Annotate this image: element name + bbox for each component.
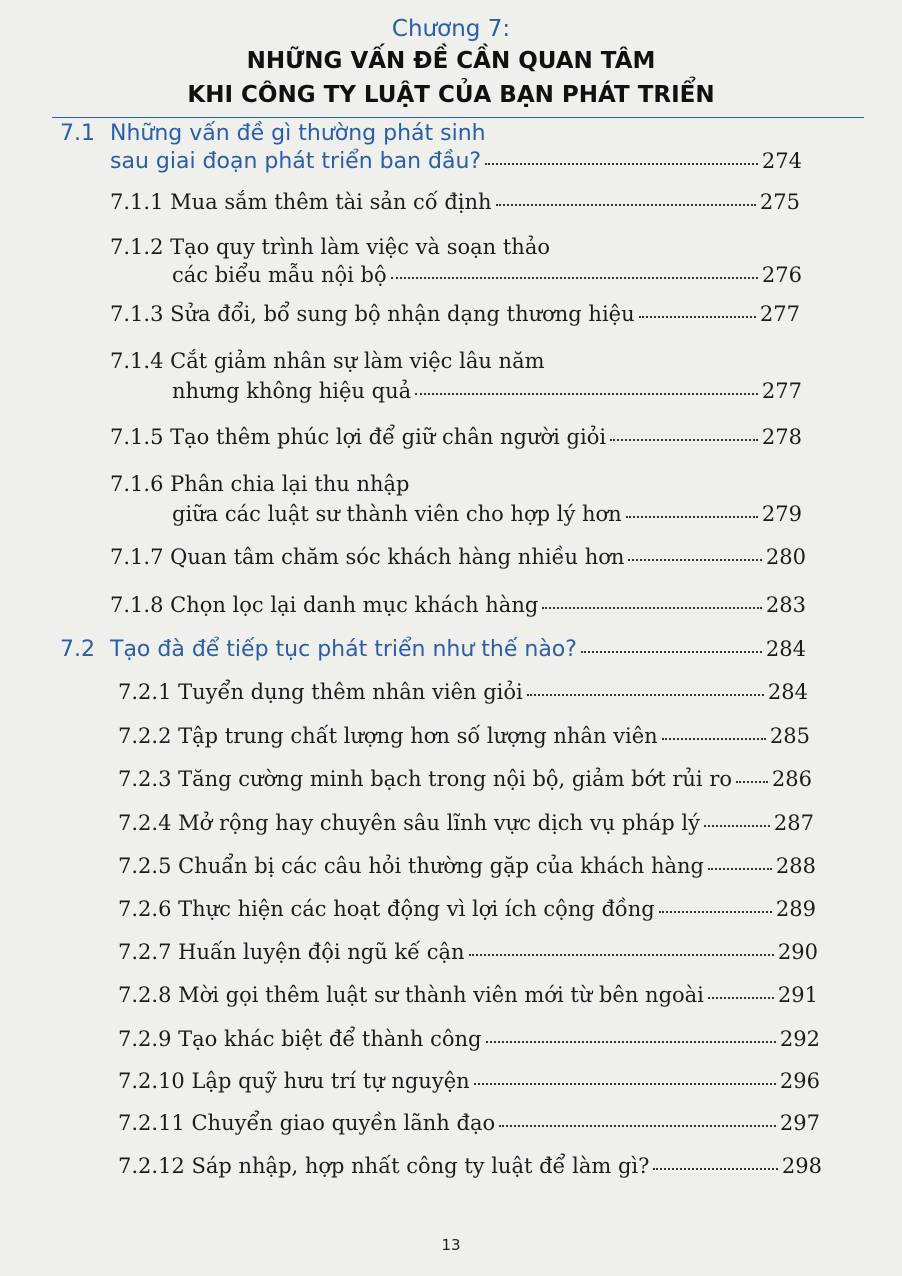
toc-section-7-2 — [60, 637, 806, 662]
toc-page-number: 284 — [765, 637, 806, 661]
chapter-title-line-1: NHỮNG VẤN ĐỀ CẦN QUAN TÂM — [246, 48, 656, 74]
title-divider — [52, 117, 864, 118]
toc-entry-7-1-5 — [110, 425, 802, 449]
toc-entry-title: Chuyển giao quyền lãnh đạo — [191, 1111, 496, 1135]
toc-section-title: Những vấn đề gì thường phát sinh — [110, 121, 486, 146]
chapter-title-line-2: KHI CÔNG TY LUẬT CỦA BẠN PHÁT TRIỂN — [187, 82, 715, 108]
toc-page-number: 277 — [759, 302, 800, 326]
toc-page-number: 275 — [759, 190, 800, 214]
toc-entry-number: 7.2.12 — [118, 1154, 185, 1178]
toc-entry-7-2-8 — [118, 983, 818, 1007]
toc-entry-title: Tạo thêm phúc lợi để giữ chân người giỏi — [170, 425, 607, 449]
toc-page-number: 297 — [779, 1111, 820, 1135]
toc-entry-title: Sáp nhập, hợp nhất công ty luật để làm gì? — [191, 1154, 650, 1178]
toc-entry-title: Mua sắm thêm tài sản cố định — [170, 190, 492, 214]
toc-entry-number: 7.2.9 — [118, 1027, 172, 1051]
toc-entry-number: 7.2.1 — [118, 680, 172, 704]
leader-dots — [496, 204, 756, 206]
leader-dots — [659, 911, 772, 913]
leader-dots — [542, 607, 762, 609]
toc-page-number: 279 — [761, 502, 802, 526]
toc-entry-number: 7.2.3 — [118, 767, 172, 791]
leader-dots — [736, 781, 768, 783]
toc-entry-7-2-12 — [118, 1154, 822, 1178]
toc-entry-number: 7.1.7 — [110, 545, 164, 569]
toc-page-number: 288 — [775, 854, 816, 878]
leader-dots — [485, 163, 758, 165]
leader-dots — [653, 1168, 778, 1170]
toc-entry-title-continued: nhưng không hiệu quả — [172, 379, 412, 403]
toc-entry-7-2-3 — [118, 767, 812, 791]
toc-entry-number: 7.2.10 — [118, 1069, 185, 1093]
toc-entry-title: Tăng cường minh bạch trong nội bộ, giảm bớt rủi ro — [178, 767, 733, 791]
toc-page-number: 280 — [765, 545, 806, 569]
leader-dots — [474, 1083, 776, 1085]
toc-page-number: 292 — [779, 1027, 820, 1051]
toc-page-number: 283 — [765, 593, 806, 617]
toc-entry-7-1-2-continuation — [172, 263, 802, 287]
toc-entry-number: 7.1.8 — [110, 593, 164, 617]
toc-entry-title: Tạo khác biệt để thành công — [178, 1027, 482, 1051]
toc-entry-7-2-11 — [118, 1111, 820, 1135]
leader-dots — [639, 316, 756, 318]
toc-page-number: 276 — [761, 263, 802, 287]
toc-page-number: 287 — [773, 811, 814, 835]
toc-page-number: 291 — [777, 983, 818, 1007]
toc-entry-7-1-6-continuation — [172, 502, 802, 526]
leader-dots — [708, 868, 772, 870]
toc-entry-7-1-8 — [110, 593, 806, 617]
toc-entry-number: 7.1.6 — [110, 472, 164, 496]
leader-dots — [610, 439, 758, 441]
toc-page-number: 296 — [779, 1069, 820, 1093]
leader-dots — [626, 516, 758, 518]
toc-entry-title: Cắt giảm nhân sự làm việc lâu năm — [170, 349, 545, 373]
toc-section-title-continued: sau giai đoạn phát triển ban đầu? — [110, 149, 482, 174]
leader-dots — [704, 825, 770, 827]
toc-entry-title: Lập quỹ hưu trí tự nguyện — [191, 1069, 470, 1093]
toc-entry-7-1-4-continuation — [172, 379, 802, 403]
toc-entry-title: Tuyển dụng thêm nhân viên giỏi — [178, 680, 523, 704]
toc-entry-number: 7.2.4 — [118, 811, 172, 835]
toc-entry-number: 7.2.5 — [118, 854, 172, 878]
toc-page-number: 289 — [775, 897, 816, 921]
toc-entry-title: Chọn lọc lại danh mục khách hàng — [170, 593, 539, 617]
toc-entry-7-2-4 — [118, 811, 814, 835]
toc-entry-title: Huấn luyện đội ngũ kế cận — [178, 940, 465, 964]
leader-dots — [708, 997, 774, 999]
toc-section-7-1-continuation — [110, 149, 802, 174]
toc-entry-number: 7.2.6 — [118, 897, 172, 921]
chapter-label: Chương 7: — [391, 16, 511, 42]
page-number-footer: 13 — [441, 1236, 461, 1254]
toc-entry-title-continued: giữa các luật sư thành viên cho hợp lý hơn — [172, 502, 622, 526]
leader-dots — [628, 559, 762, 561]
toc-entry-title: Mời gọi thêm luật sư thành viên mới từ bên ngoài — [178, 983, 704, 1007]
toc-page-number: 278 — [761, 425, 802, 449]
toc-section-number: 7.2 — [60, 637, 95, 662]
toc-entry-7-1-7 — [110, 545, 806, 569]
toc-entry-number: 7.2.2 — [118, 724, 172, 748]
toc-entry-title-continued: các biểu mẫu nội bộ — [172, 263, 387, 287]
toc-page-number: 285 — [769, 724, 810, 748]
toc-entry-title: Quan tâm chăm sóc khách hàng nhiều hơn — [170, 545, 625, 569]
leader-dots — [581, 651, 762, 653]
toc-entry-7-2-5 — [118, 854, 816, 878]
toc-entry-number: 7.2.8 — [118, 983, 172, 1007]
leader-dots — [527, 694, 764, 696]
leader-dots — [415, 393, 758, 395]
toc-entry-title: Mở rộng hay chuyên sâu lĩnh vực dịch vụ pháp lý — [178, 811, 701, 835]
toc-entry-7-2-9 — [118, 1027, 820, 1051]
leader-dots — [499, 1125, 776, 1127]
leader-dots — [391, 277, 758, 279]
toc-entry-number: 7.1.1 — [110, 190, 164, 214]
toc-section-7-1 — [60, 121, 486, 146]
toc-entry-7-2-6 — [118, 897, 816, 921]
toc-page-number: 290 — [777, 940, 818, 964]
toc-page-number: 274 — [761, 149, 802, 173]
toc-entry-7-1-2 — [110, 235, 550, 259]
toc-entry-7-1-1 — [110, 190, 800, 214]
toc-section-number: 7.1 — [60, 121, 95, 146]
toc-entry-7-1-4 — [110, 349, 545, 373]
toc-section-title: Tạo đà để tiếp tục phát triển như thế nào? — [110, 637, 577, 662]
toc-entry-number: 7.1.5 — [110, 425, 164, 449]
toc-entry-number: 7.1.2 — [110, 235, 164, 259]
toc-page-number: 277 — [761, 379, 802, 403]
toc-entry-7-2-7 — [118, 940, 818, 964]
toc-entry-number: 7.2.7 — [118, 940, 172, 964]
toc-entry-7-2-10 — [118, 1069, 820, 1093]
toc-entry-title: Thực hiện các hoạt động vì lợi ích cộng đồng — [178, 897, 655, 921]
toc-page-number: 298 — [781, 1154, 822, 1178]
leader-dots — [469, 954, 774, 956]
toc-entry-title: Sửa đổi, bổ sung bộ nhận dạng thương hiệu — [170, 302, 635, 326]
toc-entry-7-2-1 — [118, 680, 808, 704]
toc-entry-number: 7.2.11 — [118, 1111, 185, 1135]
toc-entry-title: Tạo quy trình làm việc và soạn thảo — [170, 235, 550, 259]
leader-dots — [486, 1041, 776, 1043]
toc-page-number: 286 — [771, 767, 812, 791]
toc-entry-title: Tập trung chất lượng hơn số lượng nhân viên — [178, 724, 658, 748]
toc-entry-number: 7.1.4 — [110, 349, 164, 373]
toc-page-number: 284 — [767, 680, 808, 704]
toc-entry-title: Chuẩn bị các câu hỏi thường gặp của khách hàng — [178, 854, 704, 878]
leader-dots — [662, 738, 766, 740]
toc-entry-7-1-3 — [110, 302, 800, 326]
toc-entry-7-1-6 — [110, 472, 410, 496]
toc-entry-title: Phân chia lại thu nhập — [170, 472, 410, 496]
toc-entry-7-2-2 — [118, 724, 810, 748]
toc-entry-number: 7.1.3 — [110, 302, 164, 326]
